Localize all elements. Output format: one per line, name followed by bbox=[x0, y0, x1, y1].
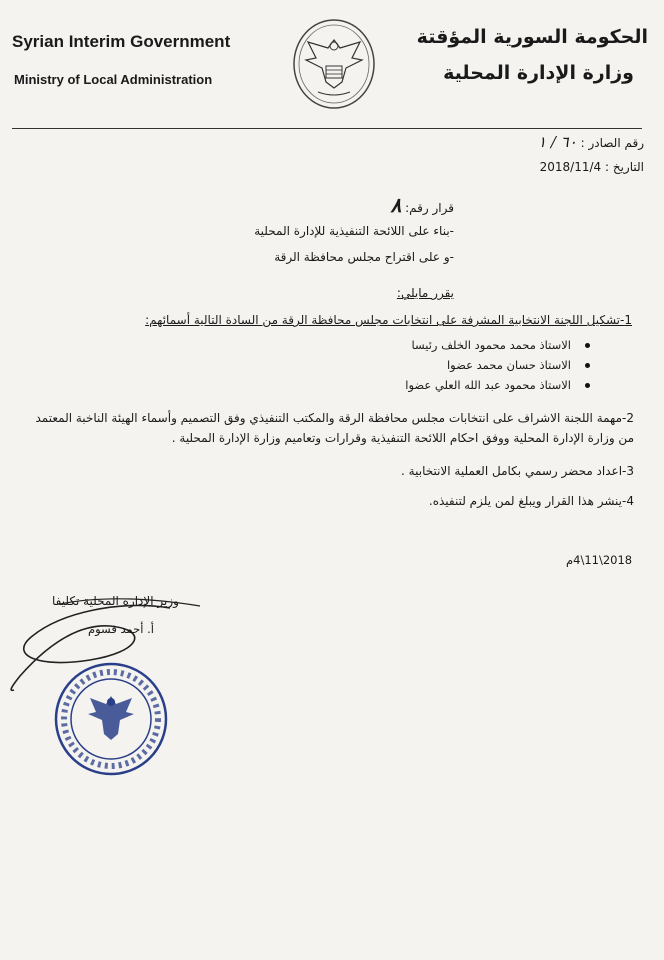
reference-line bbox=[538, 133, 644, 151]
date-line bbox=[540, 160, 644, 174]
bullet-icon bbox=[585, 363, 590, 368]
list-item: الاستاذ محمود عبد الله العلي عضوا bbox=[405, 378, 590, 398]
reference-number: ٦٠ / ١ bbox=[538, 133, 577, 151]
basis-line-1: -بناء على اللائحة التنفيذية للإدارة المحلية bbox=[254, 224, 454, 238]
decides-heading: يقرر مايلي: bbox=[396, 286, 454, 300]
minister-name: أ. أحمد قسوم bbox=[88, 622, 154, 636]
date-value: 2018/11/4 bbox=[539, 160, 602, 174]
closing-date: 2018\11\4م bbox=[566, 553, 633, 567]
basis-line-2: -و على اقتراح مجلس محافظة الرقة bbox=[274, 250, 454, 264]
minister-title: وزير الإدارة المحلية تكليفا bbox=[52, 594, 179, 608]
paragraph-4: 4-ينشر هذا القرار ويبلغ لمن يلزم لتنفيذه. bbox=[428, 494, 634, 508]
paragraph-3: 3-اعداد محضر رسمي بكامل العملية الانتخابية . bbox=[401, 464, 634, 478]
paragraph-2: 2-مهمة اللجنة الاشراف على انتخابات مجلس محافظة الرقة والمكتب التنفيذي وفق التصميم وأسماء الهيئة الناخبة المعتمد من وزارة الإدارة المحلية ووفق احكام اللائحة التنفيذية وقرارات وتعاميم وزارة الإدارة المحلية . bbox=[35, 411, 634, 445]
date-label: التاريخ : bbox=[604, 160, 644, 174]
english-government-title: Syrian Interim Government bbox=[12, 32, 231, 51]
english-ministry-title: Ministry of Local Administration bbox=[14, 72, 213, 87]
arabic-government-title: الحكومة السورية المؤقتة bbox=[416, 26, 648, 48]
bullet-icon bbox=[585, 343, 590, 348]
decision-label: قرار رقم: bbox=[405, 201, 454, 215]
header-divider bbox=[12, 128, 642, 129]
committee-members-list bbox=[405, 338, 590, 398]
paragraph-1: 1-تشكيل اللجنة الانتخابية المشرفة على انتخابات مجلس محافظة الرقة من السادة التالية أسمائهم: bbox=[145, 313, 632, 327]
list-item: الاستاذ محمد محمود الخلف رئيسا bbox=[405, 338, 590, 358]
decision-number: ٨ bbox=[390, 193, 402, 217]
decision-line bbox=[391, 193, 454, 217]
reference-label: رقم الصادر : bbox=[580, 136, 644, 150]
arabic-ministry-title: وزارة الإدارة المحلية bbox=[443, 62, 634, 84]
eagle-emblem-icon bbox=[288, 18, 380, 110]
ministry-stamp-icon bbox=[52, 660, 170, 778]
bullet-icon bbox=[585, 383, 590, 388]
list-item: الاستاذ حسان محمد عضوا bbox=[405, 358, 590, 378]
